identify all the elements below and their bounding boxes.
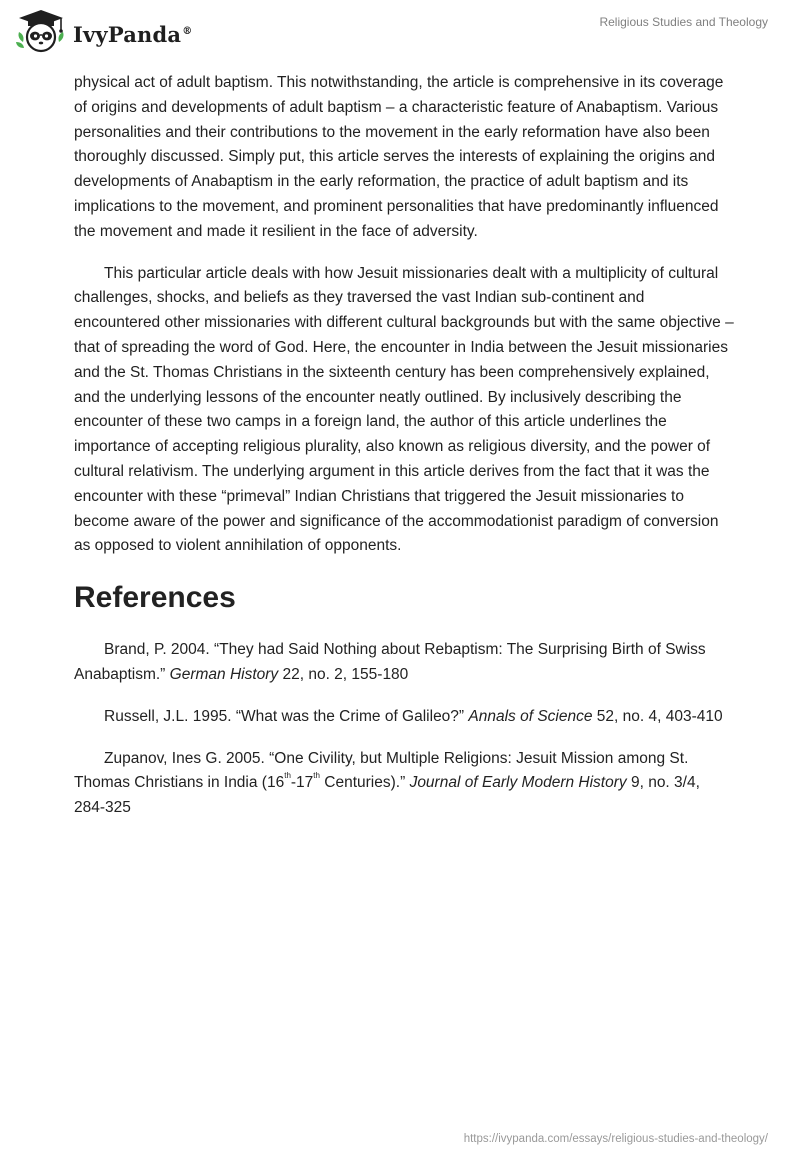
panda-graduate-icon bbox=[15, 8, 67, 54]
journal-title: Annals of Science bbox=[468, 707, 593, 725]
reference-item: Russell, J.L. 1995. “What was the Crime of Galileo?” Annals of Science 52, no. 4, 403-410 bbox=[104, 707, 723, 725]
reference-item: Brand, P. 2004. “They had Said Nothing about Rebaptism: The Surprising Birth of Swiss Anabaptism.” German History 22, no. 2, 155-180 bbox=[74, 641, 706, 683]
brand-logo[interactable] bbox=[15, 8, 192, 54]
journal-title: German History bbox=[169, 665, 279, 683]
document-body bbox=[74, 71, 734, 838]
journal-title: Journal of Early Modern History bbox=[409, 774, 627, 792]
page-header bbox=[0, 0, 800, 60]
source-url-link[interactable]: https://ivypanda.com/essays/religious-studies-and-theology/ bbox=[463, 1133, 768, 1145]
category-label: Religious Studies and Theology bbox=[599, 15, 768, 29]
brand-name: IvyPanda® bbox=[73, 21, 193, 47]
references-heading: References bbox=[74, 581, 236, 615]
paragraph: physical act of adult baptism. This notwithstanding, the article is comprehensive in its coverage of origins and developments of adult baptism – a characteristic feature of Anabaptism. Various personalities and their contributions to the movement in the early reformation have also been thoroughly discussed. Simply put, this article serves the interests of explaining the origins and developments of Anabaptism in the early reformation, the practice of adult baptism and its implications to the movement, and prominent personalities that have predominantly influenced the movement and made it resilient in the face of adversity. bbox=[74, 74, 724, 240]
reference-item: Zupanov, Ines G. 2005. “One Civility, but Multiple Religions: Jesuit Mission among St. Thomas Christians in India (16th-17th Centuries).” Journal of Early Modern History 9, no. 3/4, 284-325 bbox=[74, 749, 700, 817]
paragraph: This particular article deals with how Jesuit missionaries dealt with a multiplicity of cultural challenges, shocks, and beliefs as they traversed the vast Indian sub-continent and encountered other missionaries with different cultural backgrounds but with the same objective – that of spreading the word of God. Here, the encounter in India between the Jesuit missionaries and the St. Thomas Christians in the sixteenth century has been comprehensively explained, and the underlying lessons of the encounter neatly outlined. By inclusively describing the encounter of these two camps in a foreign land, the author of this article underlines the importance of accepting religious plurality, also known as religious diversity, and the power of cultural relativism. The underlying argument in this article derives from the fact that it was the encounter with these “primeval” Indian Christians that triggered the Jesuit missionaries to become aware of the power and significance of the accommodationist paradigm of conversion as opposed to violent annihilation of opponents. bbox=[74, 264, 734, 555]
